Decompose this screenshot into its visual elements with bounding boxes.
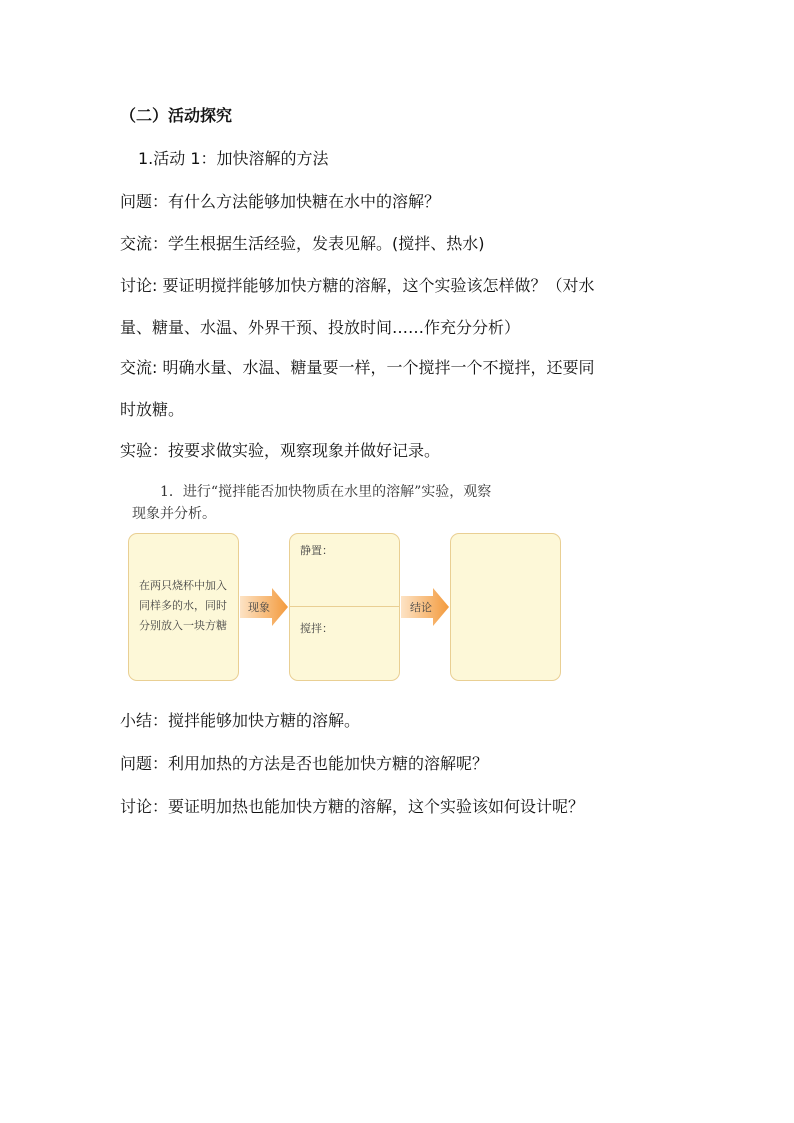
paragraph-exchange-1: 交流：学生根据生活经验，发表见解。(搅拌、热水): [120, 234, 485, 253]
paragraph-discuss-2: 讨论：要证明加热也能加快方糖的溶解，这个实验该如何设计呢？: [120, 797, 585, 816]
observation-stir-label: 搅拌：: [300, 622, 333, 635]
figure-caption-line-1: 1．进行“搅拌能否加快物质在水里的溶解”实验，观察: [160, 484, 492, 500]
paragraph-question-2: 问题：利用加热的方法是否也能加快方糖的溶解呢？: [120, 754, 489, 773]
arrow-conclusion-label: 结论: [410, 601, 432, 614]
observation-static-label: 静置：: [300, 544, 333, 557]
observation-divider: [290, 606, 399, 607]
paragraph-exchange-2b: 时放糖。: [120, 400, 185, 419]
paragraph-experiment: 实验：按要求做实验，观察现象并做好记录。: [120, 441, 441, 460]
setup-box: [128, 533, 239, 681]
paragraph-exchange-2a: 交流: 明确水量、水温、糖量要一样，一个搅拌一个不搅拌，还要同: [120, 358, 595, 377]
observation-box: [289, 533, 400, 681]
paragraph-summary: 小结：搅拌能够加快方糖的溶解。: [120, 711, 361, 730]
paragraph-question-1: 问题：有什么方法能够加快糖在水中的溶解？: [120, 192, 441, 211]
paragraph-discuss-1b: 量、糖量、水温、外界干预、投放时间……作充分分析）: [120, 318, 521, 337]
setup-box-text: 在两只烧杯中加入同样多的水，同时分别放入一块方糖: [139, 579, 227, 632]
conclusion-box: [450, 533, 561, 681]
activity-title: 1.活动 1：加快溶解的方法: [138, 149, 329, 168]
paragraph-discuss-1a: 讨论: 要证明搅拌能够加快方糖的溶解，这个实验该怎样做？（对水: [120, 276, 595, 295]
figure-caption-line-2: 现象并分析。: [132, 506, 216, 522]
section-title: （二）活动探究: [120, 106, 233, 125]
arrow-phenomenon-label: 现象: [248, 601, 270, 614]
